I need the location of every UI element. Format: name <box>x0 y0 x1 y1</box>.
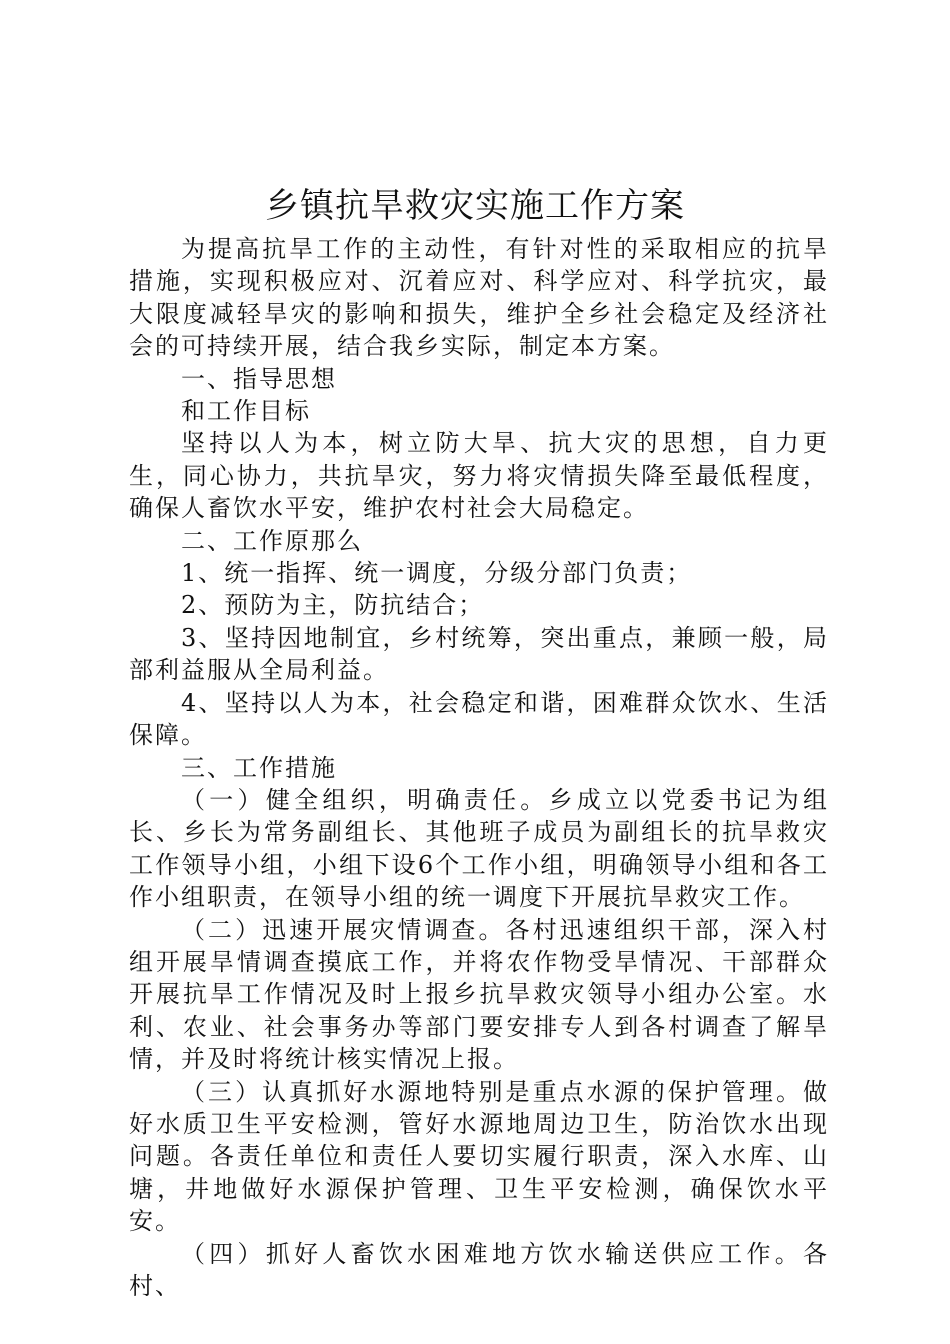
document-title: 乡镇抗旱救灾实施工作方案 <box>265 186 685 226</box>
principle-item-4: 4、坚持以人为本，社会稳定和谐，困难群众饮水、生活保障。 <box>129 688 829 750</box>
measure-item-1: （一）健全组织，明确责任。乡成立以党委书记为组长、乡长为常务副组长、其他班子成员为副组长的抗旱救灾工作领导小组，小组下设6个工作小组，明确领导小组和各工作小组职责，在领导小组的统一调度下开展抗旱救灾工作。 <box>129 785 829 912</box>
measure-item-4: （四）抓好人畜饮水困难地方饮水输送供应工作。各村、 <box>129 1239 829 1300</box>
measure-item-2: （二）迅速开展灾情调查。各村迅速组织干部，深入村组开展旱情调查摸底工作，并将农作物受旱情况、干部群众开展抗旱工作情况及时上报乡抗旱救灾领导小组办公室。水利、农业、社会事务办等部门要安排专人到各村调查了解旱情，并及时将统计核实情况上报。 <box>129 915 829 1074</box>
heading-guiding-thought: 一、指导思想 <box>181 364 337 393</box>
heading-work-goal: 和工作目标 <box>181 397 311 426</box>
principle-item-1: 1、统一指挥、统一调度，分级分部门负责； <box>181 559 693 588</box>
heading-work-principles: 二、工作原那么 <box>181 526 363 555</box>
paragraph-goal: 坚持以人为本，树立防大旱、抗大灾的思想，自力更生，同心协力，共抗旱灾，努力将灾情损失降至最低程度，确保人畜饮水平安，维护农村社会大局稳定。 <box>129 429 829 523</box>
principle-item-2: 2、预防为主，防抗结合； <box>181 591 485 620</box>
principle-item-3: 3、坚持因地制宜，乡村统筹，突出重点，兼顾一般，局部利益服从全局利益。 <box>129 623 829 685</box>
paragraph-intro: 为提高抗旱工作的主动性，有针对性的采取相应的抗旱措施，实现积极应对、沉着应对、科学应对、科学抗灾，最大限度减轻旱灾的影响和损失，维护全乡社会稳定及经济社会的可持续开展，结合我乡实际，制定本方案。 <box>129 235 829 361</box>
measure-item-3: （三）认真抓好水源地特别是重点水源的保护管理。做好水质卫生平安检测，管好水源地周边卫生，防治饮水出现问题。各责任单位和责任人要切实履行职责，深入水库、山塘，井地做好水源保护管理、卫生平安检测，确保饮水平安。 <box>129 1077 829 1236</box>
heading-work-measures: 三、工作措施 <box>181 753 337 782</box>
document-body <box>129 233 829 1302</box>
